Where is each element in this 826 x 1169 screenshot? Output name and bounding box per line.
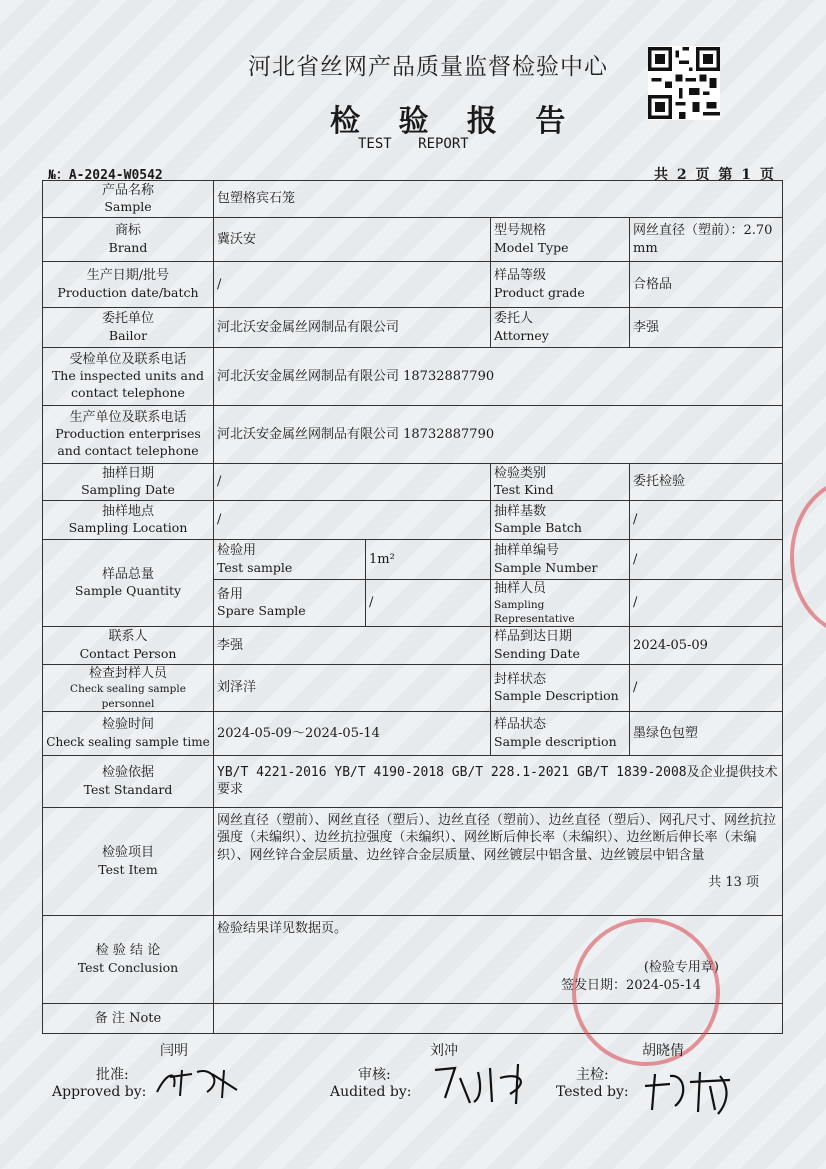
field-cell: 2024-05-09～2024-05-14 (214, 711, 491, 755)
approved-name: 闫明 (160, 1043, 188, 1059)
label-en: Test Standard (83, 781, 173, 797)
label-zh: 商标 (114, 223, 141, 239)
conclusion-text: 检验结果详见数据页。 (217, 920, 348, 936)
field-cell: 委托检验 (630, 464, 783, 501)
field-cell: 墨绿色包塑 (630, 711, 783, 755)
field-label (43, 181, 214, 218)
label-zh: 型号规格 (494, 223, 547, 239)
label-en: Product grade (494, 284, 585, 300)
label-zh: 备用 (217, 586, 244, 602)
label-en: Sample (104, 199, 152, 215)
label-zh: 检验项目 (101, 845, 154, 861)
label-zh: 产品名称 (101, 182, 154, 198)
label-zh: 抽样单编号 (494, 543, 560, 559)
label-en: The inspected units and contact telephone (51, 368, 205, 401)
label-en: Sample description (494, 733, 617, 749)
label-zh: 备 注 (94, 1010, 125, 1026)
label-en: Sampling Date (81, 482, 175, 498)
label-en: Check sealing sample time (46, 734, 210, 749)
field-cell (214, 540, 366, 580)
label-en: Sample Batch (494, 520, 582, 536)
row-production-date (43, 262, 783, 308)
label-en: Sample Description (494, 688, 619, 704)
label-zh: Note (129, 1010, 162, 1026)
field-cell: 河北沃安金属丝网制品有限公司 18732887790 (214, 406, 783, 464)
field-cell: 李强 (214, 626, 491, 664)
field-cell: 1m² (366, 540, 491, 580)
field-cell (491, 540, 630, 580)
field-cell (214, 580, 366, 627)
field-cell: / (214, 464, 491, 501)
row-sampling-date (43, 464, 783, 501)
label-en: Sending Date (494, 645, 580, 661)
label-zh: 生产单位及联系电话 (69, 409, 187, 425)
field-label (43, 308, 214, 348)
field-label (43, 915, 214, 1003)
model-value: 网丝直径（塑前）：2.70 mm (630, 218, 783, 262)
label-en: Attorney (494, 327, 549, 343)
field-cell (214, 807, 783, 915)
field-cell: 2024-05-09 (630, 626, 783, 664)
label-zh: 生产日期/批号 (86, 268, 170, 284)
row-test-time (43, 711, 783, 755)
label-zh: 检验依据 (101, 765, 154, 781)
label-zh: 检验用 (217, 543, 257, 559)
org-name: 河北省丝网产品质量监督检验中心 (248, 54, 608, 80)
label-zh: 样品状态 (494, 717, 547, 733)
field-cell: 河北沃安金属丝网制品有限公司 18732887790 (214, 348, 783, 406)
row-sampling-location (43, 501, 783, 540)
audited-name: 刘冲 (430, 1043, 458, 1059)
items-text: 网丝直径（塑前）、网丝直径（塑后）、边丝直径（塑前）、边丝直径（塑后）、网孔尺寸、网丝抗拉强度（未编织）、边丝抗拉强度（未编织）、网丝断后伸长率（未编织）、边丝断后伸长率（未编织）、网丝锌合金层质量、边丝锌合金层质量、网丝镀层中铝含量、边丝镀层中铝含量 (217, 812, 777, 863)
field-cell (491, 580, 630, 627)
field-cell (491, 664, 630, 711)
label-en: Bailor (108, 327, 148, 343)
label-zh: 受检单位及联系电话 (69, 351, 187, 367)
row-standard (43, 755, 783, 807)
label-en: Brand (108, 239, 148, 255)
field-cell: / (630, 540, 783, 580)
field-label (43, 501, 214, 540)
items-count: 共 13 项 (708, 875, 760, 891)
label-zh: 联系人 (108, 629, 148, 645)
field-cell: / (630, 580, 783, 627)
field-label (43, 348, 214, 406)
field-label (43, 807, 214, 915)
field-cell (491, 501, 630, 540)
row-quantity-test (43, 540, 783, 580)
audited-signature (430, 1058, 540, 1108)
row-producer (43, 406, 783, 464)
field-label (43, 406, 214, 464)
label-en: Contact Person (79, 645, 177, 661)
field-label (43, 755, 214, 807)
field-cell (491, 626, 630, 664)
field-label (43, 218, 214, 262)
label-en: Model Type (494, 239, 569, 255)
label-zh: 样品等级 (494, 268, 547, 284)
field-cell: 李强 (630, 308, 783, 348)
label-zh: 检验时间 (101, 717, 154, 733)
field-cell: / (214, 501, 491, 540)
field-cell: 刘泽洋 (214, 664, 491, 711)
label-zh: 检查封样人员 (88, 665, 167, 681)
field-cell: / (214, 262, 491, 308)
field-cell (491, 262, 630, 308)
field-cell: 冀沃安 (214, 218, 491, 262)
field-cell: / (630, 664, 783, 711)
row-contact (43, 626, 783, 664)
field-cell (491, 464, 630, 501)
label-en: Spare Sample (217, 603, 306, 619)
label-en: Sample Number (494, 559, 598, 575)
label-en: Sample Quantity (74, 583, 182, 599)
field-label (43, 711, 214, 755)
field-label (43, 664, 214, 711)
field-cell (491, 308, 630, 348)
label-en: Test Item (98, 861, 158, 877)
label-en: Production date/batch (57, 284, 199, 300)
label-zh: 抽样基数 (494, 503, 547, 519)
report-number: №：A-2024-W0542 (48, 168, 163, 183)
field-label (43, 626, 214, 664)
sample-value: 包塑格宾石笼 (214, 181, 783, 218)
field-cell: YB/T 4221-2016 YB/T 4190-2018 GB/T 228.1-2021 GB/T 1839-2008及企业提供技术要求 (214, 755, 783, 807)
label-en: Sampling Representative (494, 598, 575, 625)
row-bailor (43, 308, 783, 348)
page-count: 共 2 页 第 1 页 (654, 167, 774, 183)
label-zh: 封样状态 (494, 671, 547, 687)
label-en: Test sample (217, 559, 293, 575)
label-zh: 检 验 结 论 (95, 943, 161, 959)
label-zh: 样品总量 (101, 566, 154, 582)
field-label (43, 464, 214, 501)
label-en: Check sealing sample personnel (70, 683, 186, 710)
row-brand (43, 218, 783, 262)
label-zh: 抽样地点 (101, 503, 154, 519)
label-en: Sampling Location (68, 520, 188, 536)
field-label (43, 262, 214, 308)
label-zh: 委托单位 (101, 311, 154, 327)
report-table (42, 180, 783, 1034)
row-sample (43, 181, 783, 218)
label-zh: 检验类别 (494, 465, 547, 481)
label-en: Test Kind (494, 482, 554, 498)
field-cell: / (366, 580, 491, 627)
label-zh: 抽样人员 (494, 581, 547, 596)
approved-signature (152, 1062, 242, 1102)
label-zh: 样品到达日期 (494, 629, 573, 645)
label-zh: 委托人 (494, 311, 534, 327)
field-cell: 合格品 (630, 262, 783, 308)
issue-date: 签发日期：2024-05-14 (561, 977, 702, 993)
field-cell (491, 711, 630, 755)
field-cell (491, 218, 630, 262)
field-cell: 河北沃安金属丝网制品有限公司 (214, 308, 491, 348)
field-cell: / (630, 501, 783, 540)
label-en: Test Conclusion (77, 959, 179, 975)
row-items (43, 807, 783, 915)
label-en: Production enterprises and contact telephone (55, 426, 201, 459)
tested-name: 胡晓倩 (642, 1043, 684, 1059)
field-label (43, 540, 214, 627)
seal-text: (检验专用章) (643, 960, 720, 976)
qr-code-icon[interactable] (648, 46, 720, 120)
label-zh: 抽样日期 (101, 465, 154, 481)
row-sealer (43, 664, 783, 711)
report-title: 检 验 报 告 (330, 104, 580, 139)
field-label (43, 1003, 214, 1033)
tested-signature (640, 1066, 740, 1116)
report-subtitle: TEST REPORT (358, 136, 469, 152)
row-inspected-unit (43, 348, 783, 406)
